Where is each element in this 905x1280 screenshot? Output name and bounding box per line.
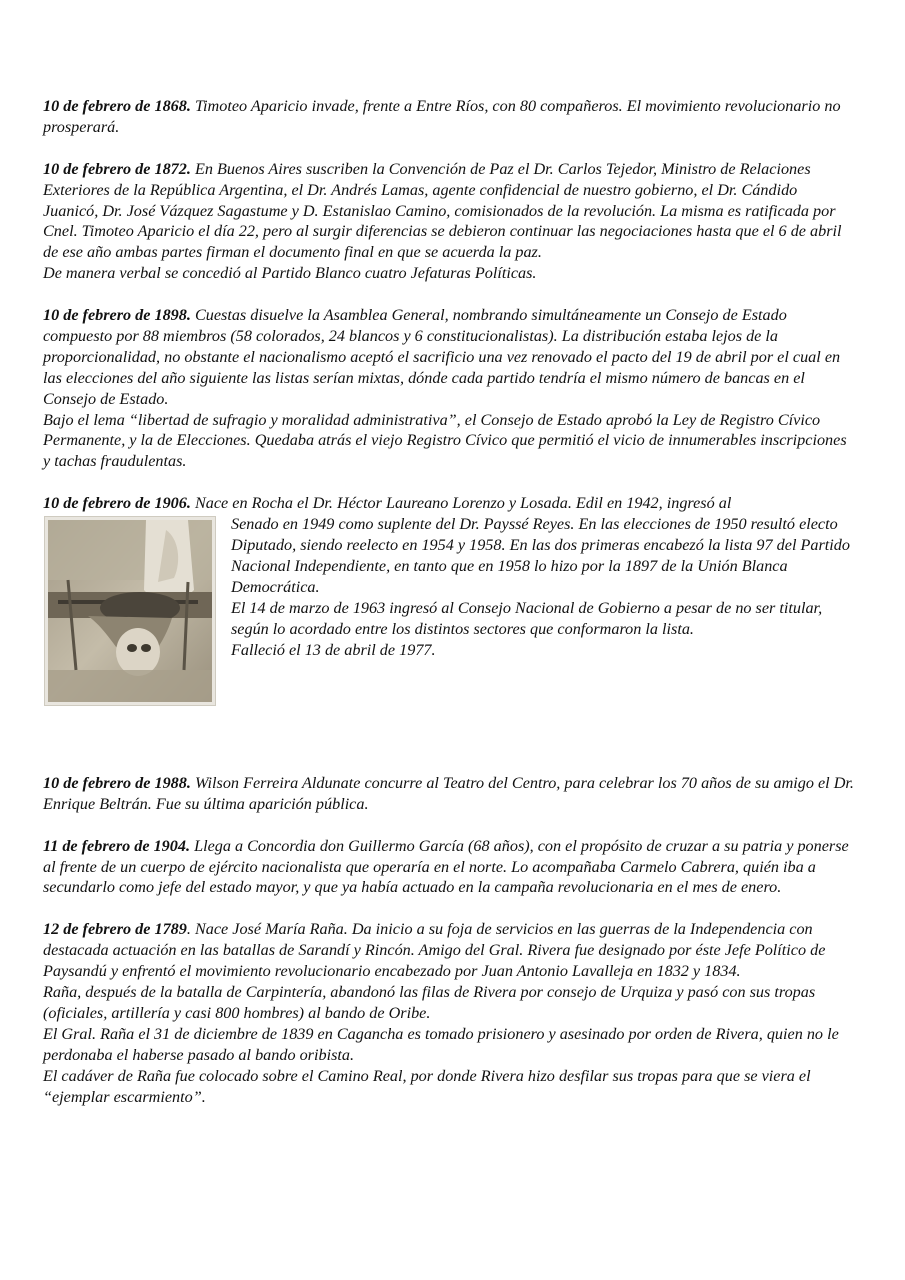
entry-paragraph xyxy=(43,836,855,899)
entry-paragraph: Bajo el lema “libertad de sufragio y moralidad administrativa”, el Consejo de Estado aprobó la Ley de Registro Cívico Permanente, y la de Elecciones. Quedaba atrás el viejo Registro Cívico que permitió el vicio de innumerables inscripciones y tachas fraudulentas. xyxy=(43,410,847,471)
entry-text: En Buenos Aires suscriben la Convención de Paz el Dr. Carlos Tejedor, Ministro de Relaciones Exteriores de la República Argentina, el Dr. Andrés Lamas, agente confidencial de nuestro gobierno, el Dr. Cándido Juanicó, Dr. José Vázquez Sagastume y D. Estanislao Camino, comisionados de la revolución. La misma es ratificada por Cnel. Timoteo Aparicio el día 22, pero al surgir diferencias se debieron continuar las negociaciones hasta que el 6 de abril de ese año ambas partes firman el documento final en que se acuerda la paz. xyxy=(43,159,842,262)
entry-1898 xyxy=(43,305,855,472)
entry-paragraph: El Gral. Raña el 31 de diciembre de 1839 en Cagancha es tomado prisionero y asesinado por orden de Rivera, quien no le perdonaba el haberse pasado al bando oribista. xyxy=(43,1024,839,1064)
entry-paragraph xyxy=(43,96,855,138)
entry-date: 10 de febrero de 1872. xyxy=(43,159,191,178)
entry-date: 10 de febrero de 1898. xyxy=(43,306,191,325)
entry-paragraph: El cadáver de Raña fue colocado sobre el Camino Real, por donde Rivera hizo desfilar sus tropas para que se viera el “ejemplar escarmiento”. xyxy=(43,1066,811,1106)
entry-1789 xyxy=(43,919,855,1107)
entry-paragraph: Raña, después de la batalla de Carpintería, abandonó las filas de Rivera por consejo de Urquiza y pasó con sus tropas (oficiales, artillería y casi 800 hombres) al bando de Oribe. xyxy=(43,983,816,1022)
entry-paragraph xyxy=(43,919,855,982)
entry-1868 xyxy=(43,96,855,138)
photo-row xyxy=(43,514,855,710)
document-page xyxy=(43,96,855,1128)
entry-date: 10 de febrero de 1988. xyxy=(43,773,191,792)
entry-1988 xyxy=(43,773,855,815)
photo-side-text xyxy=(231,514,855,660)
spacer xyxy=(43,710,855,752)
entry-text: Wilson Ferreira Aldunate concurre al Teatro del Centro, para celebrar los 70 años de su amigo el Dr. Enrique Beltrán. Fue su última aparición pública. xyxy=(43,773,854,813)
entry-paragraph xyxy=(43,159,855,264)
entry-paragraph: Falleció el 13 de abril de 1977. xyxy=(231,640,436,659)
entry-date: 12 de febrero de 1789 xyxy=(43,920,187,939)
entry-1906 xyxy=(43,493,855,752)
entry-text: Nace en Rocha el Dr. Héctor Laureano Lorenzo y Losada. Edil en 1942, ingresó al xyxy=(194,494,732,513)
entry-paragraph xyxy=(43,305,855,410)
entry-paragraph: El 14 de marzo de 1963 ingresó al Consejo Nacional de Gobierno a pesar de no ser titular, según lo acordado entre los distintos sectores que conformaron la lista. xyxy=(231,598,823,638)
entry-1904 xyxy=(43,836,855,899)
entry-text: . Nace José María Raña. Da inicio a su foja de servicios en las guerras de la Independencia con destacada actuación en las batallas de Sarandí y Rincón. Amigo del Gral. Rivera fue designado por éste Jefe Político de Paysandú y enfrentó el movimiento revolucionario encabezado por Juan Antonio Lavalleja en 1832 y 1834. xyxy=(43,920,826,981)
entry-date: 11 de febrero de 1904. xyxy=(43,836,191,855)
entry-paragraph: Senado en 1949 como suplente del Dr. Payssé Reyes. En las elecciones de 1950 resultó electo Diputado, siendo reelecto en 1954 y 1958. En las dos primeras encabezó la lista 97 del Partido Nacional Independiente, en tanto que en 1958 lo hizo por la 1897 de la Unión Blanca Democrática. xyxy=(231,515,850,596)
entry-1872 xyxy=(43,159,855,284)
entry-text: Timoteo Aparicio invade, frente a Entre Ríos, con 80 compañeros. El movimiento revolucionario no prosperará. xyxy=(43,97,841,136)
entry-paragraph: De manera verbal se concedió al Partido Blanco cuatro Jefaturas Políticas. xyxy=(43,264,537,283)
entry-paragraph xyxy=(43,773,855,815)
entry-text: Llega a Concordia don Guillermo García (68 años), con el propósito de cruzar a su patria y ponerse al frente de un cuerpo de ejército nacionalista que operaría en el norte. Lo acompañaba Carmelo Cabrera, quién iba a secundarlo como jefe del estado mayor, y que ya había actuado en la campaña revolucionaria en el mes de enero. xyxy=(43,836,849,897)
portrait-photo xyxy=(44,516,216,706)
entry-text: Cuestas disuelve la Asamblea General, nombrando simultáneamente un Consejo de Estado compuesto por 88 miembros (58 colorados, 24 blancos y 6 constitucionalistas). La distribución estaba lejos de la proporcionalidad, no obstante el nacionalismo aceptó el sacrificio una vez renovado el pacto del 19 de abril por el cual en las elecciones del año siguiente las listas serían mixtas, dónde cada partido tendría el mismo número de bancas en el Consejo de Estado. xyxy=(43,306,841,408)
entry-paragraph xyxy=(43,493,855,514)
entry-date: 10 de febrero de 1906. xyxy=(43,494,191,513)
entry-date: 10 de febrero de 1868. xyxy=(43,97,191,115)
portrait-photo-icon xyxy=(48,520,212,702)
